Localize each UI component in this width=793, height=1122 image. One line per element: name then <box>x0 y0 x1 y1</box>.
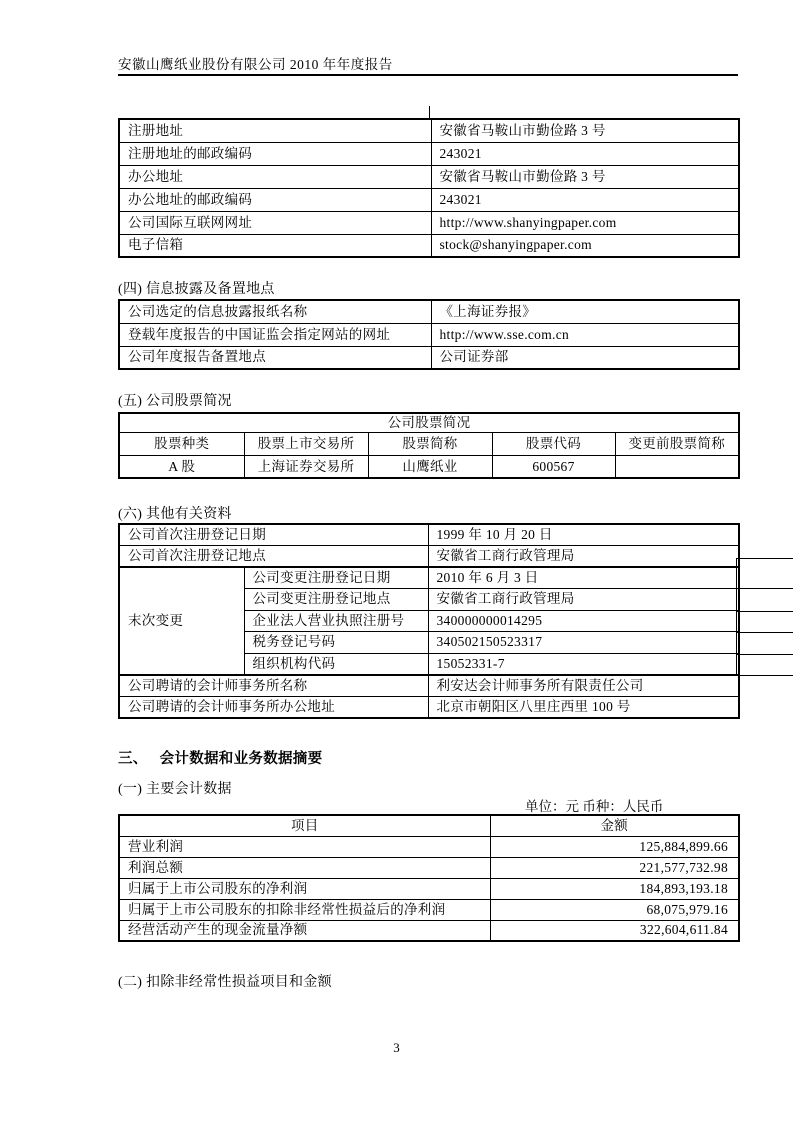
row-value: 《上海证券报》 <box>431 300 739 323</box>
table-title: 公司股票简况 <box>119 413 739 432</box>
row-label: 公司变更注册登记日期 <box>244 567 428 589</box>
row-value: 安徽省工商行政管理局 <box>428 589 739 611</box>
stock-table <box>118 412 740 479</box>
column-header-item: 项目 <box>119 815 490 836</box>
item-name: 营业利润 <box>119 836 490 857</box>
row-label: 企业法人营业执照注册号 <box>244 610 428 632</box>
row-label: 办公地址 <box>119 165 431 188</box>
table-title-row <box>119 413 739 432</box>
section-number: 三、 <box>118 751 148 767</box>
empty-cell <box>737 655 793 676</box>
row-label: 公司选定的信息披露报纸名称 <box>119 300 431 323</box>
row-label: 公司首次注册登记地点 <box>119 546 428 568</box>
table-row <box>119 524 739 546</box>
other-info-table <box>118 523 740 719</box>
item-amount: 221,577,732.98 <box>490 857 739 878</box>
row-value: 利安达会计师事务所有限责任公司 <box>428 675 739 697</box>
section-heading-disclosure: (四) 信息披露及备置地点 <box>118 282 275 297</box>
unit-note: 单位：元 币种：人民币 <box>525 799 664 814</box>
row-value: 安徽省马鞍山市勤俭路 3 号 <box>431 119 739 142</box>
row-value: 公司证券部 <box>431 346 739 369</box>
row-label: 组织机构代码 <box>244 653 428 675</box>
item-name: 归属于上市公司股东的净利润 <box>119 878 490 899</box>
item-name: 归属于上市公司股东的扣除非经常性损益后的净利润 <box>119 899 490 920</box>
row-label: 公司首次注册登记日期 <box>119 524 428 546</box>
row-value: 340000000014295 <box>428 610 739 632</box>
page-number: 3 <box>393 1040 400 1055</box>
section-heading-other-info: (六) 其他有关资料 <box>118 507 232 522</box>
table-row <box>119 455 739 478</box>
item-amount: 125,884,899.66 <box>490 836 739 857</box>
stock-code: 600567 <box>492 455 615 478</box>
row-label: 公司国际互联网网址 <box>119 211 431 234</box>
table-header-row <box>119 815 739 836</box>
empty-cell <box>737 612 793 633</box>
item-amount: 184,893,193.18 <box>490 878 739 899</box>
table-header-row <box>119 432 739 455</box>
row-value: 1999 年 10 月 20 日 <box>428 524 739 546</box>
stock-former-name <box>615 455 739 478</box>
last-change-group-label: 末次变更 <box>119 567 244 675</box>
company-contact-table <box>118 118 740 258</box>
table-row <box>119 899 739 920</box>
table-row <box>119 188 739 211</box>
row-label: 注册地址的邮政编码 <box>119 142 431 165</box>
subsection-heading-non-recurring: (二) 扣除非经常性损益项目和金额 <box>118 975 332 990</box>
table-row <box>119 567 739 589</box>
table-row <box>119 234 739 257</box>
row-label: 登载年度报告的中国证监会指定网站的网址 <box>119 323 431 346</box>
section-heading-stock: (五) 公司股票简况 <box>118 394 232 409</box>
column-header: 股票代码 <box>492 432 615 455</box>
item-amount: 322,604,611.84 <box>490 920 739 941</box>
row-value: 安徽省马鞍山市勤俭路 3 号 <box>431 165 739 188</box>
table-row <box>119 165 739 188</box>
row-value: 243021 <box>431 142 739 165</box>
row-label: 注册地址 <box>119 119 431 142</box>
table-row <box>119 836 739 857</box>
table-continuation-line <box>429 106 430 118</box>
row-label: 公司聘请的会计师事务所办公地址 <box>119 696 428 718</box>
row-label: 公司年度报告备置地点 <box>119 346 431 369</box>
column-header-amount: 金额 <box>490 815 739 836</box>
main-accounting-data-table <box>118 814 740 942</box>
table-row <box>119 119 739 142</box>
stock-type: A 股 <box>119 455 244 478</box>
row-value: 安徽省工商行政管理局 <box>428 546 739 568</box>
row-value: 北京市朝阳区八里庄西里 100 号 <box>428 696 739 718</box>
row-label: 办公地址的邮政编码 <box>119 188 431 211</box>
row-label: 公司变更注册登记地点 <box>244 589 428 611</box>
row-value: stock@shanyingpaper.com <box>431 234 739 257</box>
row-label: 公司聘请的会计师事务所名称 <box>119 675 428 697</box>
page-edge-table-fragment <box>736 558 793 676</box>
row-value: 2010 年 6 月 3 日 <box>428 567 739 589</box>
section-heading-summary <box>118 747 322 768</box>
row-label: 电子信箱 <box>119 234 431 257</box>
row-value: 15052331-7 <box>428 653 739 675</box>
stock-exchange: 上海证券交易所 <box>244 455 368 478</box>
column-header: 股票上市交易所 <box>244 432 368 455</box>
item-name: 经营活动产生的现金流量净额 <box>119 920 490 941</box>
column-header: 变更前股票简称 <box>615 432 739 455</box>
row-value: 243021 <box>431 188 739 211</box>
row-value: http://www.shanyingpaper.com <box>431 211 739 234</box>
table-row <box>119 878 739 899</box>
disclosure-table <box>118 299 740 370</box>
table-row <box>119 323 739 346</box>
stock-short-name: 山鹰纸业 <box>368 455 492 478</box>
empty-cell <box>737 589 793 612</box>
table-row <box>119 857 739 878</box>
table-row <box>119 142 739 165</box>
header-rule <box>118 74 738 76</box>
empty-cell <box>737 559 793 589</box>
column-header: 股票种类 <box>119 432 244 455</box>
running-header: 安徽山鹰纸业股份有限公司 2010 年年度报告 <box>118 57 393 72</box>
table-row <box>119 675 739 697</box>
row-value: http://www.sse.com.cn <box>431 323 739 346</box>
row-value: 340502150523317 <box>428 632 739 654</box>
table-row <box>119 211 739 234</box>
column-header: 股票简称 <box>368 432 492 455</box>
table-row <box>119 920 739 941</box>
item-name: 利润总额 <box>119 857 490 878</box>
subsection-heading-main-data: (一) 主要会计数据 <box>118 782 232 797</box>
table-row <box>119 546 739 568</box>
table-row <box>119 346 739 369</box>
section-title: 会计数据和业务数据摘要 <box>159 751 323 767</box>
row-label: 税务登记号码 <box>244 632 428 654</box>
table-row <box>119 300 739 323</box>
empty-cell <box>737 633 793 655</box>
table-row <box>119 696 739 718</box>
item-amount: 68,075,979.16 <box>490 899 739 920</box>
